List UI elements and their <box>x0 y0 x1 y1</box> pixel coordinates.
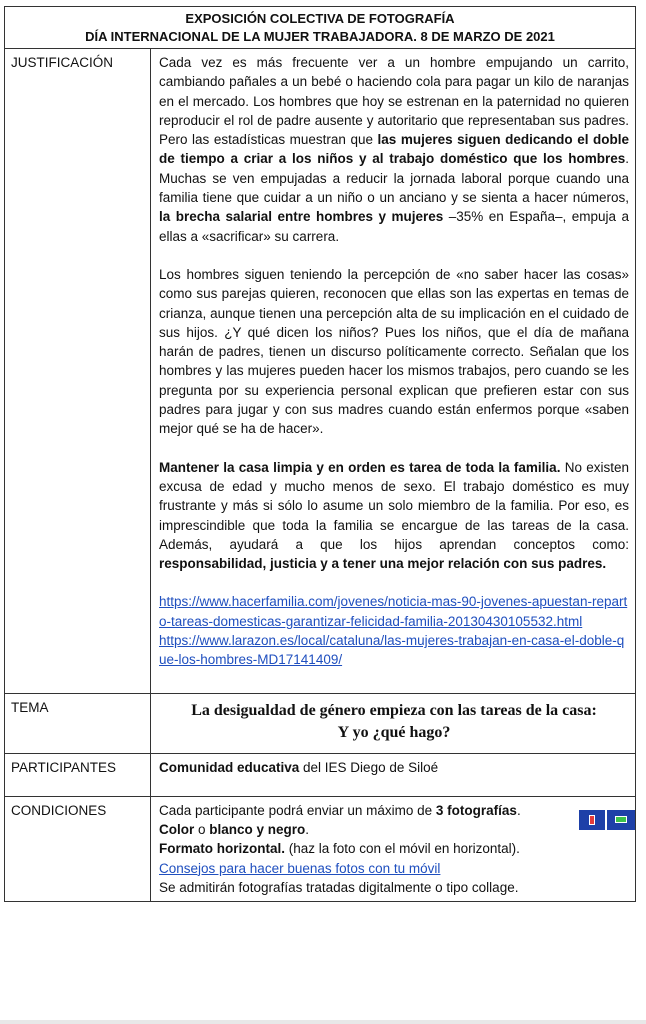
tema-line-2: Y yo ¿qué hago? <box>337 723 451 741</box>
row-label-tema: TEMA <box>5 694 151 753</box>
phone-vertical-icon <box>579 810 605 830</box>
row-label-participantes: PARTICIPANTES <box>5 754 151 796</box>
tema-content <box>151 694 635 753</box>
header-title: EXPOSICIÓN COLECTIVA DE FOTOGRAFÍA <box>185 11 455 26</box>
condicion-1-bold: 3 fotografías <box>435 802 517 818</box>
participantes-content <box>151 754 635 796</box>
row-tema <box>5 694 635 754</box>
phone-orientation-icon <box>579 810 635 830</box>
condicion-formato <box>159 839 629 858</box>
bottom-scroll-edge <box>0 1020 646 1024</box>
poster-table <box>4 6 636 902</box>
condicion-2-bn: blanco y negro <box>209 821 306 837</box>
condiciones-content <box>151 797 635 901</box>
condicion-collage: Se admitirán fotografías tratadas digitalmente o tipo collage. <box>159 879 519 895</box>
paragraph-3 <box>159 458 629 574</box>
paragraph-2: Los hombres siguen teniendo la percepción de «no saber hacer las cosas» como sus parejas quieren, reconocen que ellas son las expertas en temas de crianza, aunque tienen una percepción alta de su implicación en el cuidado de sus hijos. ¿Y qué dicen los niños? Pues los niños, que el día de mañana harán de padres, tienen un discurso políticamente correcto. Señalan que los hombres y las mujeres pueden hacer los mismos trabajos, pero cuando se les pregunta por su experiencia personal explican que prefieren estar con sus padres para jugar y con sus madres cuando están enfermos porque «saben mejor qué se ha de hacer». <box>159 266 629 437</box>
condicion-2-color: Color <box>159 821 195 837</box>
row-condiciones <box>5 797 635 901</box>
condicion-2-o: o <box>194 821 210 837</box>
source-link-larazon[interactable]: https://www.larazon.es/local/cataluna/las-mujeres-trabajan-en-casa-el-doble-que-los-hombres-MD17141409/ <box>159 633 625 668</box>
paragraph-3-text: No existen excusa de edad y mucho menos de sexo. El trabajo doméstico es muy frustrante y más si sólo lo asume un solo miembro de la familia. Por eso, es imprescindible que toda la familia se encargue de las tareas de la casa. Además, ayudará a que los hijos aprendan conceptos como: <box>159 459 629 552</box>
source-links <box>159 592 629 669</box>
condicion-consejos <box>159 859 629 878</box>
phone-horizontal-icon <box>607 810 635 830</box>
row-participantes <box>5 754 635 797</box>
paragraph-3-bold-b: responsabilidad, justicia y a tener una mejor relación con sus padres. <box>159 556 607 572</box>
condicion-1-text: Cada participante podrá enviar un máximo de <box>159 802 436 818</box>
row-justificacion <box>5 49 635 694</box>
paragraph-3-bold-a: Mantener la casa limpia y en orden es tarea de toda la familia. <box>159 459 561 475</box>
spacer <box>159 670 629 689</box>
paragraph-1-text-a: Cada vez es más frecuente ver a un hombre empujando un carrito, cambiando pañales a un bebé o haciendo cola para pagar un kilo de naranjas en el mercado. Los hombres que hoy se estrenan en la paternidad no quieren reproducir el rol de padre ausente y autoritario que representaban sus padres. Pero las estadísticas muestran que <box>159 55 629 148</box>
condicion-2-end: . <box>305 821 310 837</box>
paragraph-1-text-c: –35% en España–, empuja a ellas a «sacrificar» su carrera. <box>159 209 629 244</box>
tema-title <box>159 698 629 744</box>
row-label-condiciones: CONDICIONES <box>5 797 151 901</box>
paragraph-1-bold-a: las mujeres siguen dedicando el doble de tiempo a criar a los niños y al trabajo doméstico que los hombres <box>159 132 629 167</box>
condicion-1-end: . <box>516 802 521 818</box>
source-link-hacerfamilia[interactable]: https://www.hacerfamilia.com/jovenes/noticia-mas-90-jovenes-apuestan-reparto-tareas-domesticas-garantizar-felicidad-familia-20130430105532.html <box>159 594 628 629</box>
condicion-3-bold: Formato horizontal. <box>159 841 285 857</box>
header-subtitle: DÍA INTERNACIONAL DE LA MUJER TRABAJADORA. 8 DE MARZO DE 2021 <box>85 29 555 44</box>
condicion-color <box>159 820 629 839</box>
tema-line-1: La desigualdad de género empieza con las tareas de la casa: <box>191 701 597 719</box>
justificacion-content <box>151 49 635 693</box>
table-header <box>5 7 635 49</box>
paragraph-1-bold-b: la brecha salarial entre hombres y mujeres <box>159 209 444 225</box>
participantes-text: del IES Diego de Siloé <box>299 759 439 775</box>
condicion-max-fotos <box>159 801 629 820</box>
paragraph-1-text-b: . Muchas se ven empujadas a reducir la jornada laboral porque cuando una familia tiene que cuidar a un niño o un anciano y se sienta a hacer números, <box>159 151 629 206</box>
condicion-3-text: (haz la foto con el móvil en horizontal). <box>285 841 520 857</box>
participantes-bold: Comunidad educativa <box>159 759 300 775</box>
paragraph-1 <box>159 53 629 246</box>
consejos-link[interactable]: Consejos para hacer buenas fotos con tu móvil <box>159 860 441 876</box>
row-label-justificacion: JUSTIFICACIÓN <box>5 49 151 693</box>
